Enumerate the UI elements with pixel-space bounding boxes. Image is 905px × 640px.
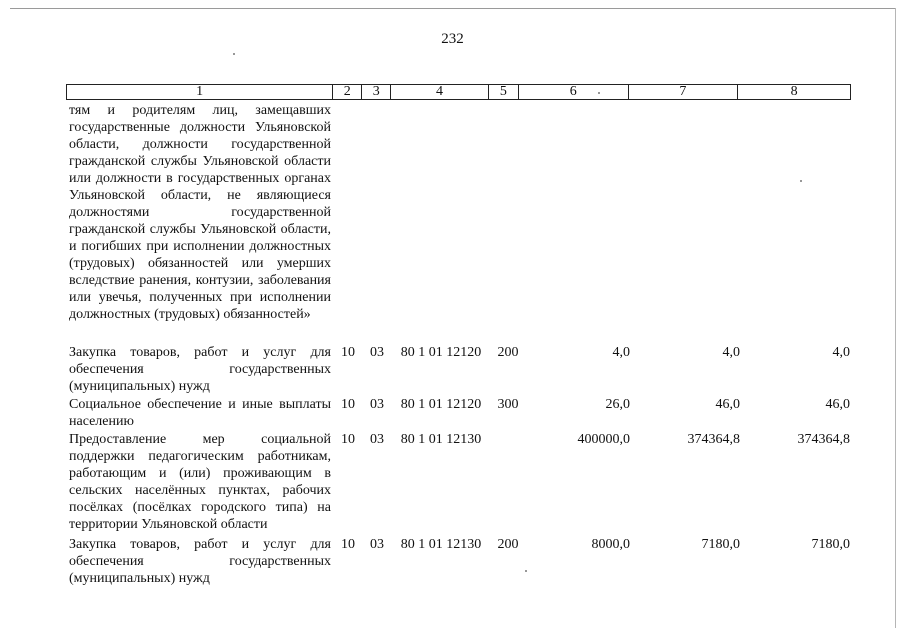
row-section: 10 bbox=[341, 537, 355, 552]
row-section: 10 bbox=[341, 397, 355, 412]
row-subsection: 03 bbox=[370, 432, 384, 447]
row-amount-6: 4,0 bbox=[612, 345, 630, 360]
scan-speck bbox=[800, 180, 802, 182]
row-amount-7: 7180,0 bbox=[701, 537, 740, 552]
row-target-code: 80 1 01 12120 bbox=[400, 397, 482, 412]
scan-speck bbox=[525, 570, 527, 572]
page-border-top bbox=[10, 8, 895, 9]
continuation-text: тям и родителям лиц, замещавших государственные должности Ульяновской области, должности государственной гражданской службы Ульяновской области или должности в государственных органах Ульяновской области, не являющиеся должностями государственной гражданской службы Ульяновской области, и погибших при исполнении должностных (трудовых) обязанностей или умерших вследствие ранения, контузии, заболевания или увечья, полученных при исполнении должностных (трудовых) обязанностей» bbox=[69, 103, 331, 322]
row-amount-7: 4,0 bbox=[722, 345, 740, 360]
row-amount-8: 4,0 bbox=[832, 345, 850, 360]
page-border-right bbox=[895, 8, 896, 628]
column-header-2: 2 bbox=[333, 85, 362, 99]
scan-speck bbox=[598, 92, 600, 94]
row-subsection: 03 bbox=[370, 345, 384, 360]
row-section: 10 bbox=[341, 345, 355, 360]
row-amount-7: 46,0 bbox=[715, 397, 740, 412]
row-subsection: 03 bbox=[370, 397, 384, 412]
column-header-8: 8 bbox=[790, 84, 798, 99]
row-name: Закупка товаров, работ и услуг для обеспечения государственных (муниципальных) нужд bbox=[69, 537, 331, 586]
page-number: 232 bbox=[441, 31, 464, 47]
row-target-code: 80 1 01 12130 bbox=[400, 432, 482, 447]
column-header-1: 1 bbox=[67, 85, 333, 99]
row-expense-type: 200 bbox=[497, 537, 519, 552]
row-amount-8: 46,0 bbox=[825, 397, 850, 412]
row-target-code: 80 1 01 12120 bbox=[400, 345, 482, 360]
row-name: Предоставление мер социальной поддержки педагогическим работникам, работающим и (или) проживающим в сельских населённых пунктах, рабочих посёлках (посёлках городского типа) на территории Ульяновской области bbox=[69, 432, 331, 532]
row-amount-6: 26,0 bbox=[605, 397, 630, 412]
scan-speck bbox=[233, 53, 235, 55]
column-header-6: 6 bbox=[519, 85, 629, 99]
row-amount-6: 400000,0 bbox=[577, 432, 630, 447]
column-header-4: 4 bbox=[391, 85, 489, 99]
column-header-5: 5 bbox=[489, 85, 519, 99]
column-header-7: 7 bbox=[629, 85, 739, 99]
row-section: 10 bbox=[341, 432, 355, 447]
row-amount-6: 8000,0 bbox=[591, 537, 630, 552]
row-expense-type: 200 bbox=[497, 345, 519, 360]
row-expense-type: 300 bbox=[497, 397, 519, 412]
row-name: Закупка товаров, работ и услуг для обеспечения государственных (муниципальных) нужд bbox=[69, 345, 331, 394]
row-target-code: 80 1 01 12130 bbox=[400, 537, 482, 552]
row-amount-8: 374364,8 bbox=[797, 432, 850, 447]
row-subsection: 03 bbox=[370, 537, 384, 552]
row-amount-8: 7180,0 bbox=[811, 537, 850, 552]
row-name: Социальное обеспечение и иные выплаты населению bbox=[69, 397, 331, 429]
column-header-3: 3 bbox=[362, 85, 391, 99]
table-header bbox=[66, 84, 851, 100]
row-amount-7: 374364,8 bbox=[687, 432, 740, 447]
